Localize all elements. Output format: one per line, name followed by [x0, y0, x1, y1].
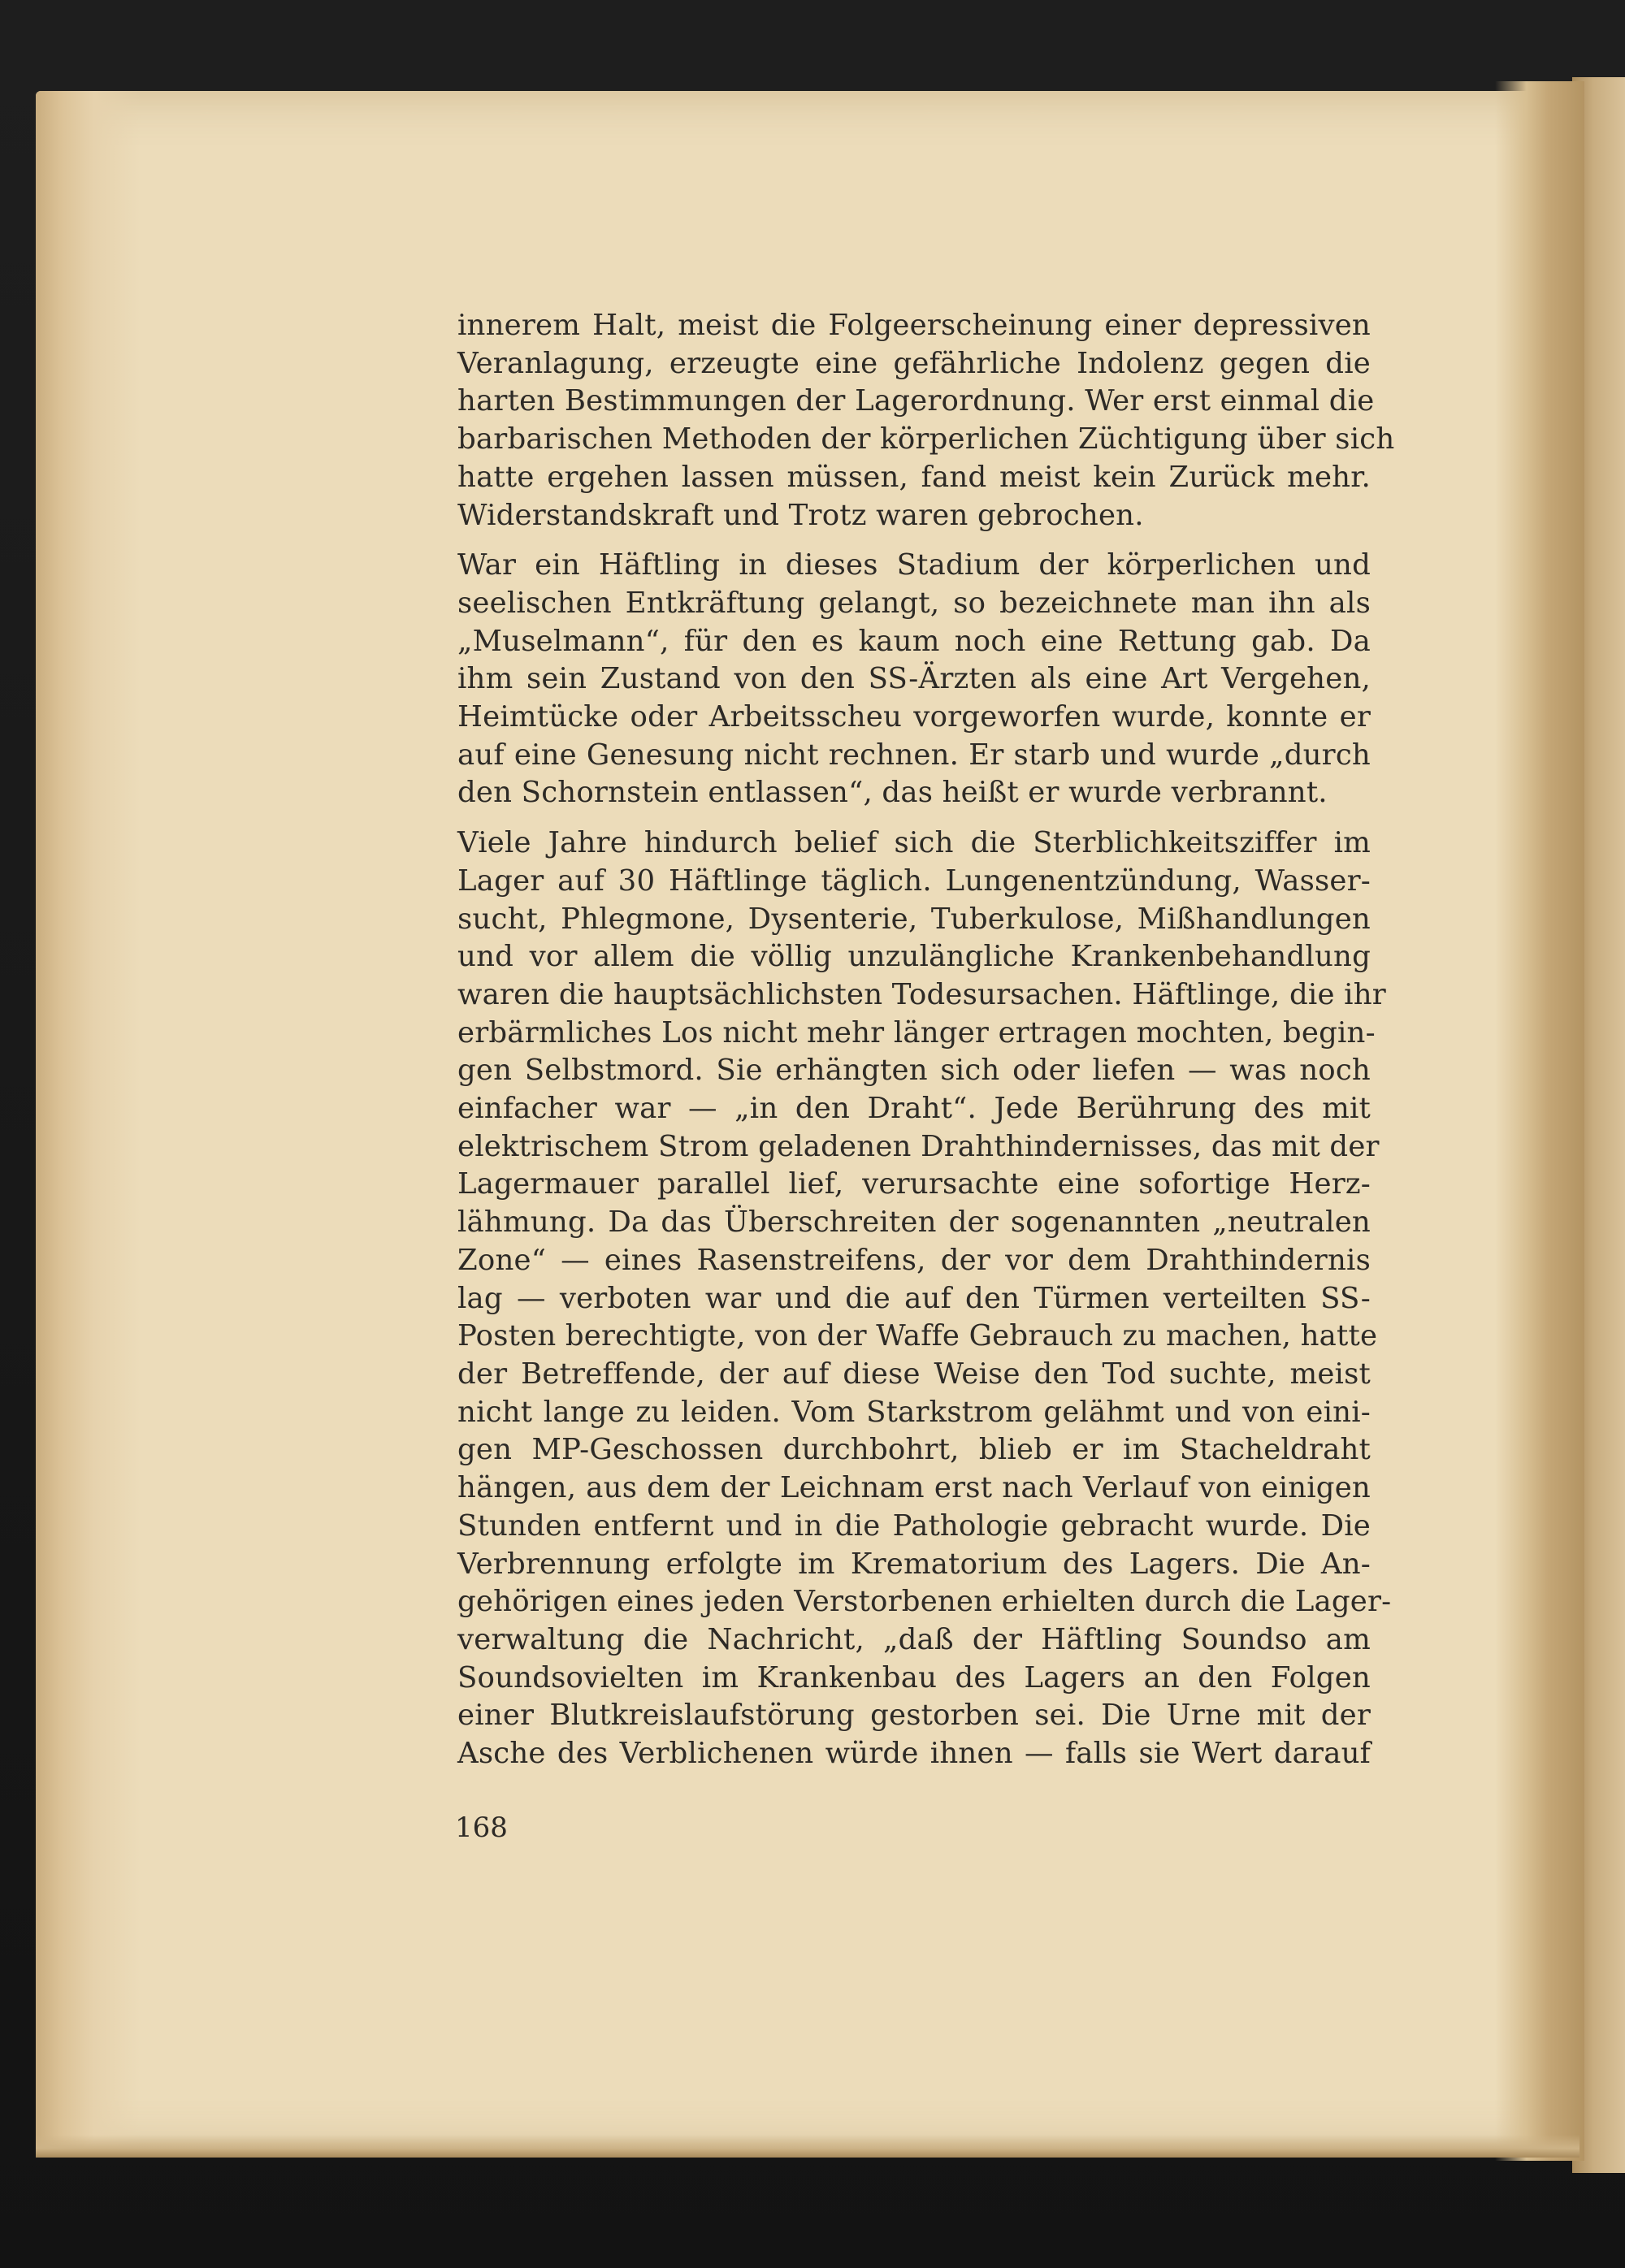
- page-bottom-edge: [36, 2135, 1580, 2158]
- text-line: seelischen Entkräftung gelangt, so bezeichnete man ihn als: [457, 586, 1371, 620]
- text-line: gen MP-Geschossen durchbohrt, blieb er im Stacheldraht: [457, 1433, 1371, 1467]
- text-line: hatte ergehen lassen müssen, fand meist kein Zurück mehr.: [457, 460, 1371, 494]
- text-line: einer Blutkreislaufstörung gestorben sei. Die Urne mit der: [457, 1699, 1371, 1733]
- text-line: barbarischen Methoden der körperlichen Züchtigung über sich: [457, 422, 1395, 457]
- text-line: Lagermauer parallel lief, verursachte eine sofortige Herz-: [457, 1167, 1371, 1201]
- text-line: lag — verboten war und die auf den Türmen verteilten SS-: [457, 1281, 1371, 1315]
- page-left-shading: [36, 91, 141, 2154]
- text-line: Posten berechtigte, von der Waffe Gebrauch zu machen, hatte: [457, 1319, 1378, 1353]
- text-line: harten Bestimmungen der Lagerordnung. Wer erst einmal die: [457, 384, 1375, 418]
- text-line: einfacher war — „in den Draht“. Jede Berührung des mit: [457, 1092, 1371, 1126]
- text-line: Heimtücke oder Arbeitsscheu vorgeworfen wurde, konnte er: [457, 700, 1371, 734]
- text-line: sucht, Phlegmone, Dysenterie, Tuberkulose, Mißhandlungen: [457, 902, 1371, 936]
- text-line: Veranlagung, erzeugte eine gefährliche Indolenz gegen die: [457, 346, 1371, 380]
- text-line: Widerstandskraft und Trotz waren gebrochen.: [457, 498, 1144, 532]
- page-number: 168: [455, 1811, 508, 1844]
- text-line: „Muselmann“, für den es kaum noch eine Rettung gab. Da: [457, 624, 1371, 658]
- text-line: lähmung. Da das Überschreiten der sogenannten „neutralen: [457, 1205, 1371, 1240]
- text-line: erbärmliches Los nicht mehr länger ertragen mochten, begin-: [457, 1015, 1376, 1050]
- paragraph-3: [457, 825, 1392, 1773]
- text-line: der Betreffende, der auf diese Weise den Tod suchte, meist: [457, 1357, 1371, 1391]
- text-line: und vor allem die völlig unzulängliche Krankenbehandlung: [457, 940, 1371, 974]
- book-gutter: [1495, 81, 1584, 2161]
- text-line: auf eine Genesung nicht rechnen. Er starb und wurde „durch: [457, 738, 1371, 772]
- text-line: Viele Jahre hindurch belief sich die Sterblichkeitsziffer im: [457, 826, 1371, 860]
- text-line: verwaltung die Nachricht, „daß der Häftling Soundso am: [457, 1622, 1371, 1656]
- paragraph-2: [457, 547, 1371, 812]
- text-line: waren die hauptsächlichsten Todesursachen. Häftlinge, die ihr: [457, 977, 1386, 1011]
- paragraph-1: [457, 307, 1395, 535]
- text-line: Verbrennung erfolgte im Krematorium des Lagers. Die An-: [457, 1547, 1371, 1581]
- text-line: den Schornstein entlassen“, das heißt er wurde verbrannt.: [457, 776, 1328, 810]
- text-line: Stunden entfernt und in die Pathologie gebracht wurde. Die: [457, 1508, 1371, 1543]
- body-text: [457, 307, 1395, 1773]
- text-line: Soundsovielten im Krankenbau des Lagers an den Folgen: [457, 1660, 1371, 1695]
- text-line: Lager auf 30 Häftlinge täglich. Lungenentzündung, Wasser-: [457, 863, 1371, 898]
- text-line: innerem Halt, meist die Folgeerscheinung einer depressiven: [457, 309, 1371, 342]
- text-line: Zone“ — eines Rasenstreifens, der vor dem Drahthindernis: [457, 1243, 1371, 1277]
- text-line: gen Selbstmord. Sie erhängten sich oder liefen — was noch: [457, 1054, 1371, 1088]
- text-line: elektrischem Strom geladenen Drahthindernisses, das mit der: [457, 1129, 1380, 1163]
- text-line: gehörigen eines jeden Verstorbenen erhielten durch die Lager-: [457, 1585, 1392, 1619]
- text-line: hängen, aus dem der Leichnam erst nach Verlauf von einigen: [457, 1471, 1371, 1505]
- text-line: Asche des Verblichenen würde ihnen — falls sie Wert darauf: [457, 1737, 1371, 1771]
- text-line: War ein Häftling in dieses Stadium der körperlichen und: [457, 548, 1371, 582]
- text-line: nicht lange zu leiden. Vom Starkstrom gelähmt und von eini-: [457, 1395, 1371, 1429]
- text-line: ihm sein Zustand von den SS-Ärzten als eine Art Vergehen,: [457, 662, 1371, 696]
